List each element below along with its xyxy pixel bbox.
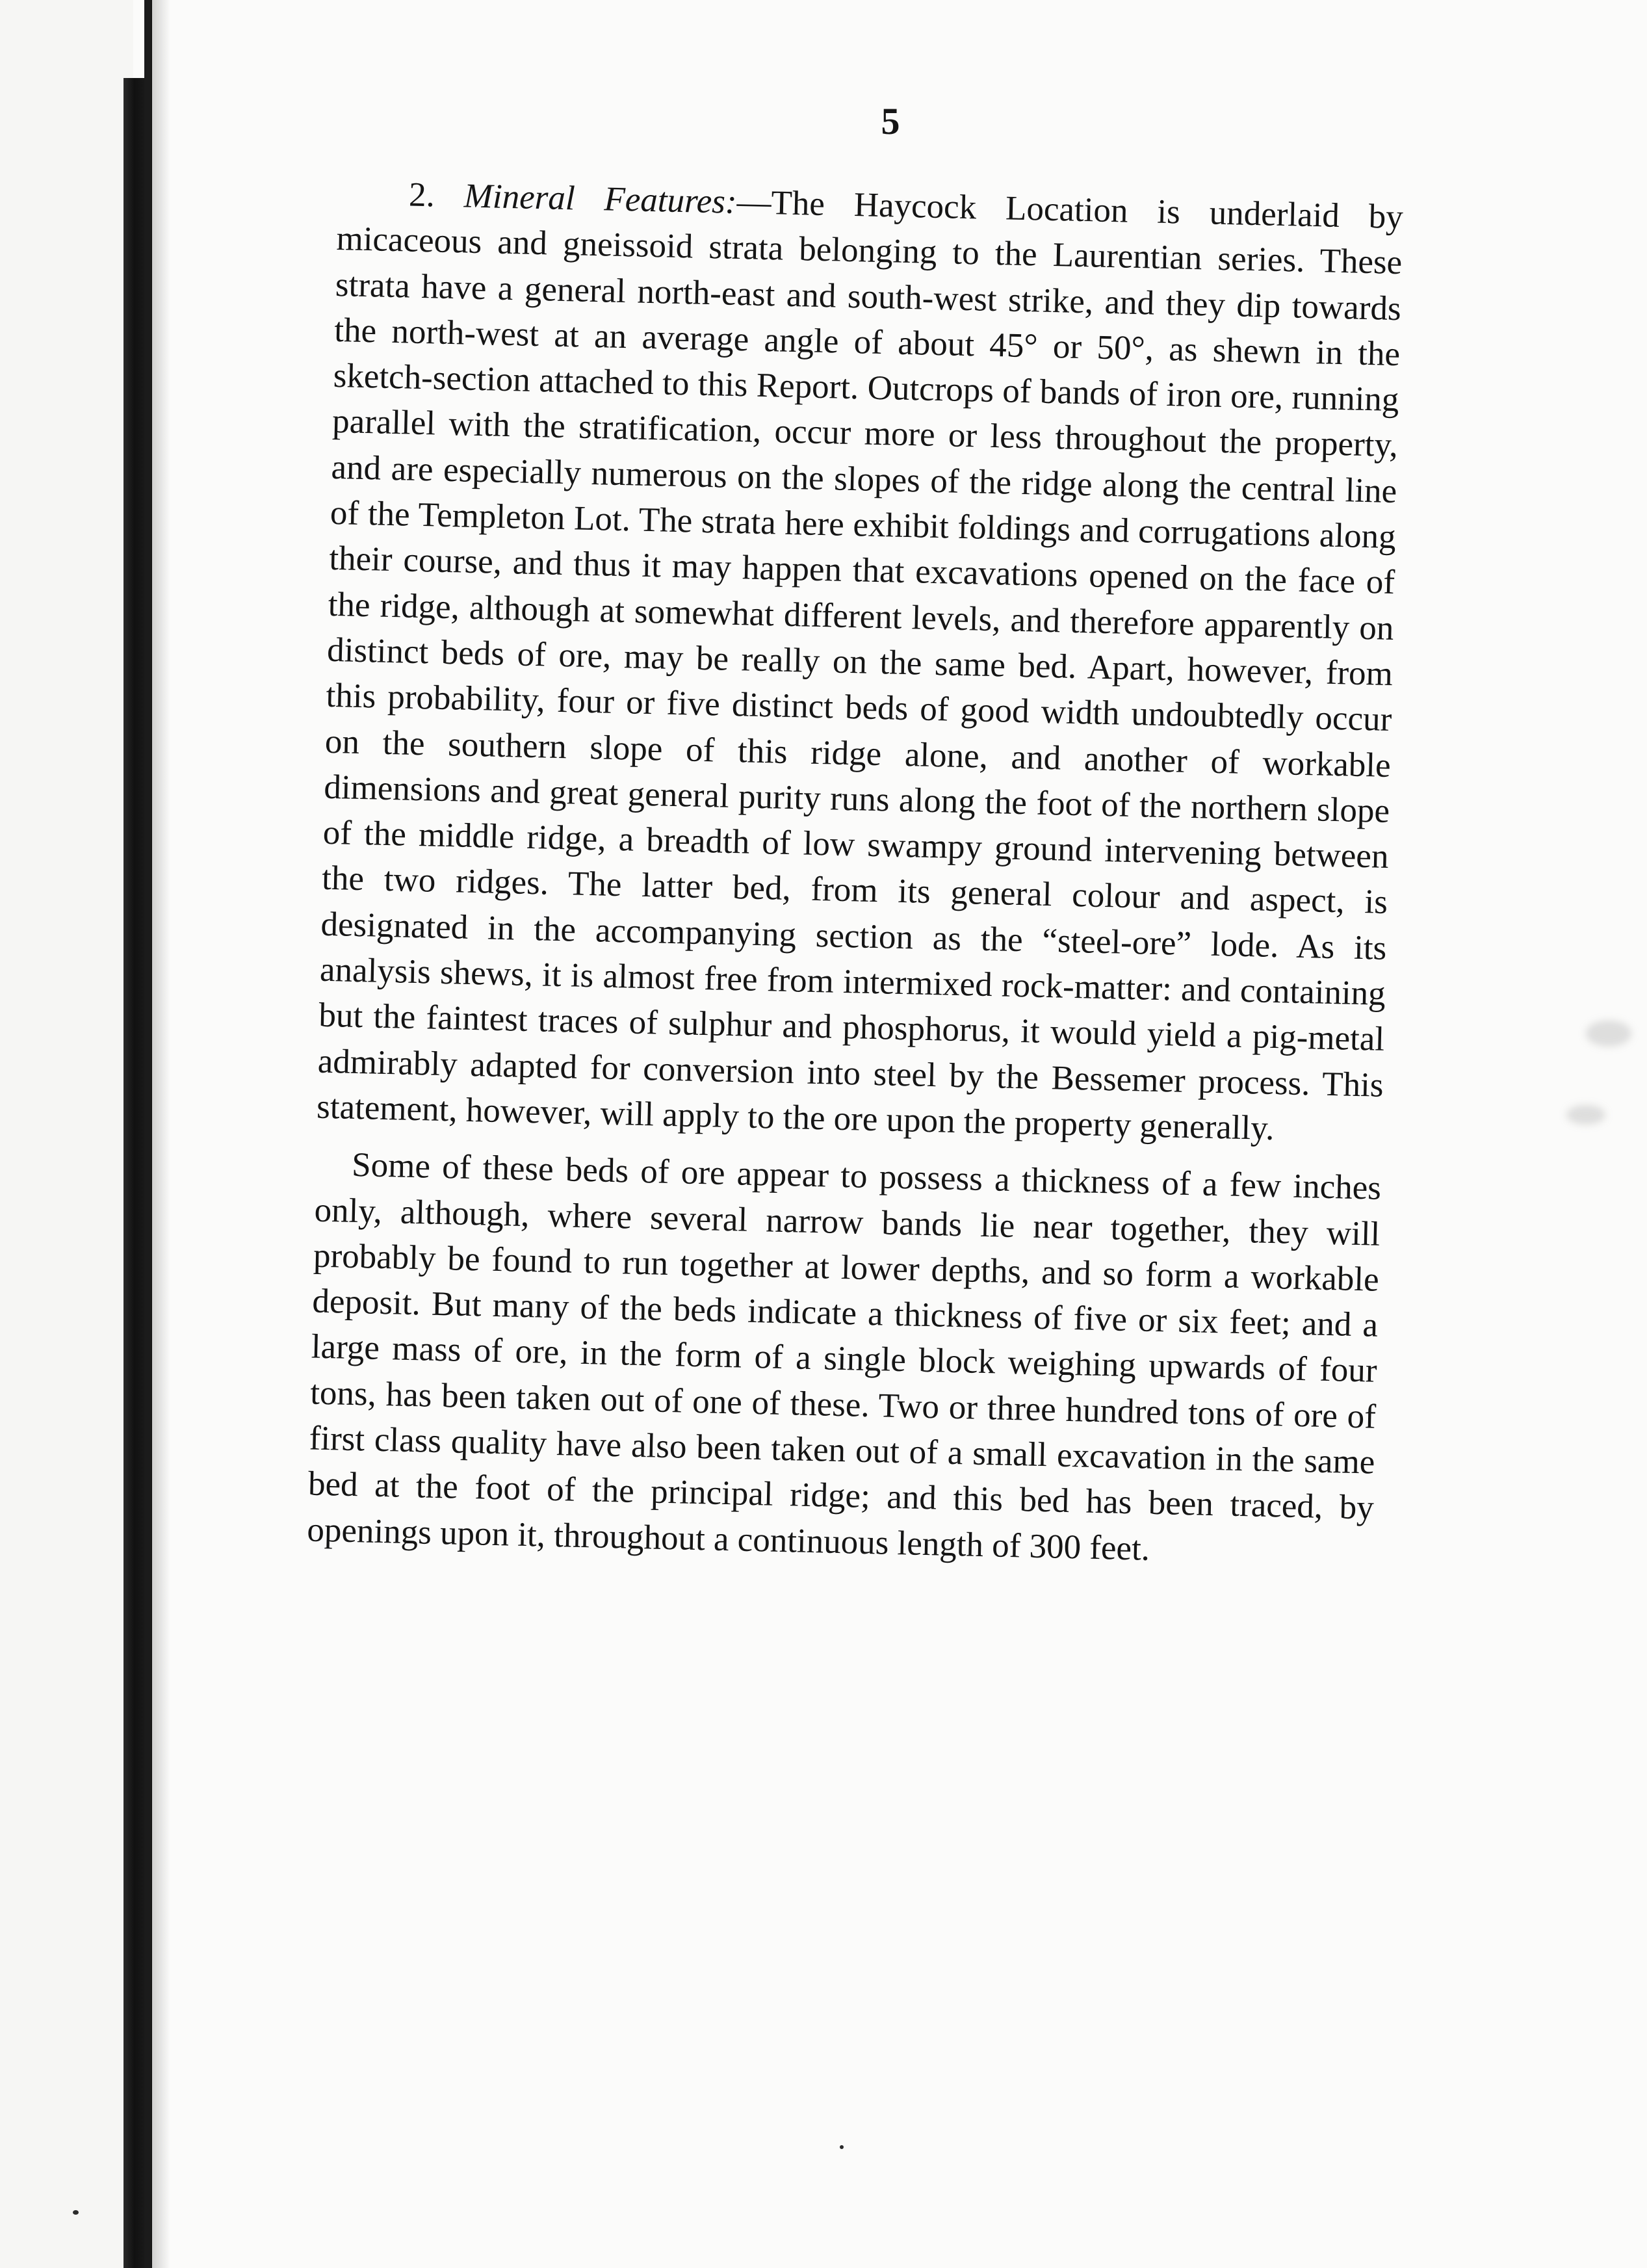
left-margin [0, 0, 133, 2268]
section-number: 2. [408, 176, 435, 215]
ink-speck [73, 2210, 79, 2215]
section-heading: Mineral Features: [463, 177, 738, 221]
heading-dash: — [736, 183, 772, 222]
page-number: 5 [881, 100, 900, 142]
gutter-shadow [151, 0, 170, 2268]
paragraph [317, 170, 1404, 1154]
body-text [307, 170, 1404, 1577]
paragraph [307, 1141, 1382, 1577]
paper-smudge [1586, 1021, 1631, 1047]
paragraph-text: The Haycock Location is underlaid by micaceous and gneissoid strata belonging to the Laurentian series. These strata have a general north-east and south-west strike, and they dip towards the north-west at an average angle of about 45° or 50°, as shewn in the sketch-section attached to this Report. Outcrops of bands of iron ore, running parallel with the stratification, occur more or less throughout the property, and are especially numerous on the slopes of the ridge along the central line of the Templeton Lot. The strata here exhibit foldings and corrugations along their course, and thus it may happen that excavations opened on the face of the ridge, although at somewhat different levels, and therefore apparently on distinct beds of ore, may be really on the same bed. Apart, however, from this probability, four or five distinct beds of good width undoubtedly occur on the southern slope of this ridge alone, and another of workable dimensions and great general purity runs along the foot of the northern slope of the middle ridge, a breadth of low swampy ground intervening between the two ridges. The latter bed, from its general colour and aspect, is designated in the accompanying section as the “steel-ore” lode. As its analysis shews, it is almost free from intermixed rock-matter: and containing but the faintest traces of sulphur and phosphorus, it would yield a pig-metal admirably adapted for conversion into steel by the Bessemer process. This statement, however, will apply to the ore upon the property generally. [316, 184, 1404, 1147]
paper-smudge [1566, 1105, 1605, 1125]
paragraph-text: Some of these beds of ore appear to possess a thickness of a few inches only, although, where several narrow bands lie near together, they will probably be found to run together at lower depths, and so form a workable deposit. But many of the beds indicate a thickness of five or six feet; and a large mass of ore, in the form of a single block weighing upwards of four tons, has been taken out of one of these. Two or three hundred tons of ore of first class quality have also been taken out of a small excavation in the same bed at the foot of the principal ridge; and this bed has been traced, by openings upon it, throughout a continuous length of 300 feet. [306, 1146, 1382, 1568]
ink-speck [840, 2145, 844, 2149]
